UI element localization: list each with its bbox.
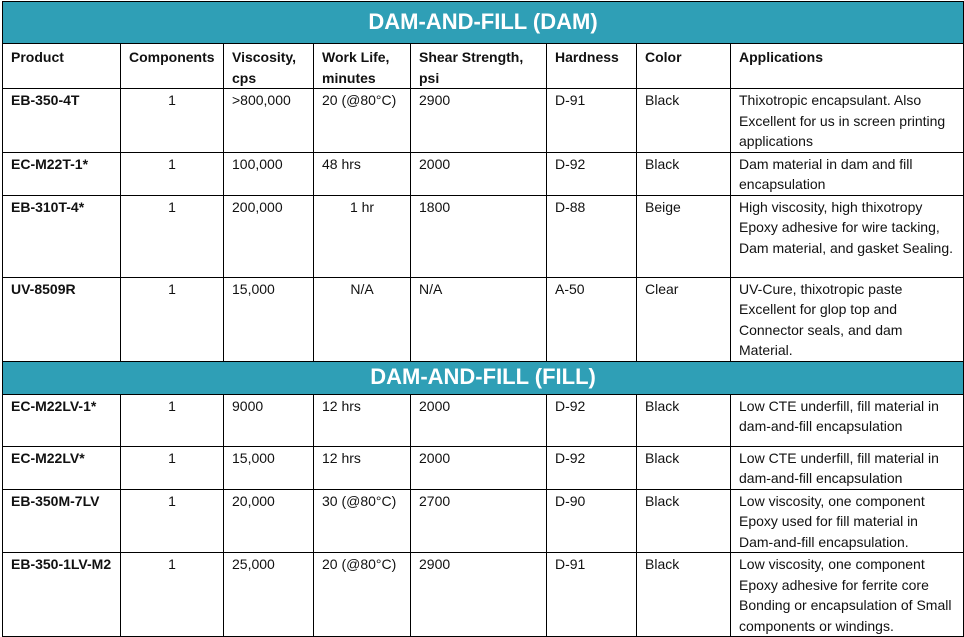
product-cell: EB-350-1LV-M2 [3,553,121,637]
work-life-cell: 20 (@80°C) [314,89,411,153]
header-hardness: Hardness [547,44,637,89]
hardness-cell: A-50 [547,277,637,361]
product-cell: EB-350M-7LV [3,489,121,553]
product-cell: EB-310T-4* [3,195,121,277]
viscosity-cell: 200,000 [224,195,314,277]
product-table [2,1,964,637]
table-row [3,277,964,361]
table-row [3,446,964,489]
product-cell: UV-8509R [3,277,121,361]
shear-cell: 2000 [411,394,547,446]
applications-cell: Thixotropic encapsulant. Also Excellent for us in screen printing applications [731,89,964,153]
viscosity-cell: 9000 [224,394,314,446]
hardness-cell: D-88 [547,195,637,277]
work-life-cell: 1 hr [314,195,411,277]
table-row [3,152,964,195]
hardness-cell: D-92 [547,446,637,489]
shear-cell: 2700 [411,489,547,553]
color-cell: Black [637,152,731,195]
section-title: DAM-AND-FILL (FILL) [3,361,964,394]
viscosity-cell: 20,000 [224,489,314,553]
shear-cell: 2000 [411,446,547,489]
components-cell: 1 [121,195,224,277]
components-cell: 1 [121,152,224,195]
shear-cell: N/A [411,277,547,361]
components-cell: 1 [121,446,224,489]
components-cell: 1 [121,489,224,553]
header-components: Components [121,44,224,89]
applications-cell: Low CTE underfill, fill material in dam-and-fill encapsulation [731,394,964,446]
header-color: Color [637,44,731,89]
table-row [3,553,964,637]
color-cell: Black [637,89,731,153]
header-applications: Applications [731,44,964,89]
color-cell: Clear [637,277,731,361]
hardness-cell: D-92 [547,394,637,446]
product-cell: EC-M22T-1* [3,152,121,195]
section-title: DAM-AND-FILL (DAM) [3,2,964,44]
applications-cell: High viscosity, high thixotropy Epoxy adhesive for wire tacking, Dam material, and gasket Sealing. [731,195,964,277]
components-cell: 1 [121,394,224,446]
color-cell: Black [637,446,731,489]
header-product: Product [3,44,121,89]
product-cell: EC-M22LV* [3,446,121,489]
table-row [3,489,964,553]
shear-cell: 2900 [411,553,547,637]
product-cell: EC-M22LV-1* [3,394,121,446]
hardness-cell: D-92 [547,152,637,195]
shear-cell: 2900 [411,89,547,153]
components-cell: 1 [121,89,224,153]
components-cell: 1 [121,553,224,637]
viscosity-cell: 25,000 [224,553,314,637]
color-cell: Black [637,553,731,637]
shear-cell: 2000 [411,152,547,195]
applications-cell: Dam material in dam and fill encapsulation [731,152,964,195]
header-work-life: Work Life, minutes [314,44,411,89]
table-row [3,89,964,153]
section-title-row [3,2,964,44]
color-cell: Beige [637,195,731,277]
applications-cell: Low viscosity, one component Epoxy used for fill material in Dam-and-fill encapsulation. [731,489,964,553]
hardness-cell: D-90 [547,489,637,553]
header-shear-strength: Shear Strength, psi [411,44,547,89]
work-life-cell: N/A [314,277,411,361]
applications-cell: Low CTE underfill, fill material in dam-and-fill encapsulation [731,446,964,489]
work-life-cell: 12 hrs [314,394,411,446]
viscosity-cell: 15,000 [224,277,314,361]
header-row [3,44,964,89]
work-life-cell: 20 (@80°C) [314,553,411,637]
section-title-row [3,361,964,394]
color-cell: Black [637,394,731,446]
shear-cell: 1800 [411,195,547,277]
viscosity-cell: 100,000 [224,152,314,195]
product-cell: EB-350-4T [3,89,121,153]
hardness-cell: D-91 [547,553,637,637]
components-cell: 1 [121,277,224,361]
work-life-cell: 12 hrs [314,446,411,489]
work-life-cell: 30 (@80°C) [314,489,411,553]
hardness-cell: D-91 [547,89,637,153]
work-life-cell: 48 hrs [314,152,411,195]
applications-cell: UV-Cure, thixotropic paste Excellent for glop top and Connector seals, and dam Material. [731,277,964,361]
header-viscosity: Viscosity, cps [224,44,314,89]
viscosity-cell: 15,000 [224,446,314,489]
viscosity-cell: >800,000 [224,89,314,153]
applications-cell: Low viscosity, one component Epoxy adhesive for ferrite core Bonding or encapsulation of Small components or windings. [731,553,964,637]
color-cell: Black [637,489,731,553]
table-row [3,394,964,446]
table-row [3,195,964,277]
